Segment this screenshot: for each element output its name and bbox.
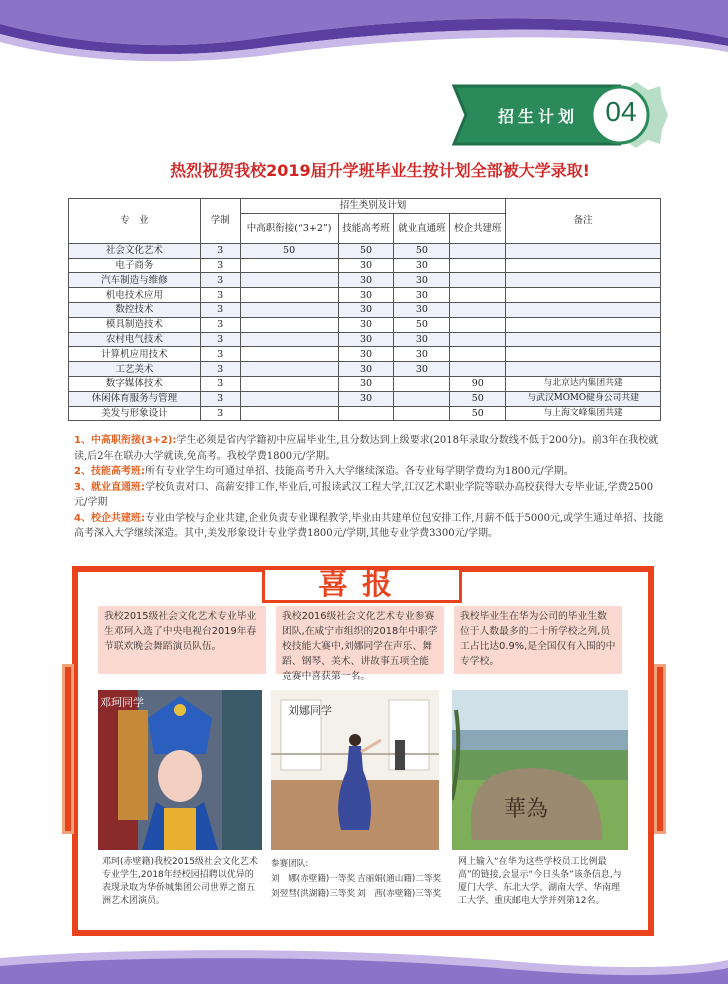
table-cell-c2: 30 <box>338 376 394 391</box>
table-cell-c1 <box>240 347 338 362</box>
table-cell-years: 3 <box>200 347 240 362</box>
table-cell-years: 3 <box>200 391 240 406</box>
table-cell-c4 <box>450 362 506 377</box>
table-cell-remark <box>506 288 661 303</box>
table-cell-c4: 50 <box>450 391 506 406</box>
table-cell-c3: 50 <box>394 317 450 332</box>
table-cell-c1 <box>240 302 338 317</box>
table-cell-c4 <box>450 273 506 288</box>
table-cell-c4 <box>450 243 506 258</box>
table-row <box>69 332 661 347</box>
frame-tab-right <box>654 664 666 834</box>
frame-tab-left <box>62 664 74 834</box>
award-item: 刘 茜(赤壁籍)三等奖 <box>357 889 442 899</box>
table-cell-major: 机电技术应用 <box>69 288 201 303</box>
award-item: 吉丽娟(通山籍)二等奖 <box>357 874 442 884</box>
table-cell-c3 <box>394 406 450 421</box>
table-cell-major: 休闲体育服务与管理 <box>69 391 201 406</box>
table-row <box>69 362 661 377</box>
note-item: 4、校企共建班:专业由学校与企业共建,企业负责专业课程教学,毕业由共建单位包安排工作,月薪不低于5000元,或学生通过单招、技能高考深入大学继续深造。其中,美发形象设计专业学费1800元/学期,其他专业学费3300元/学期。 <box>74 512 664 539</box>
notes <box>74 433 664 542</box>
note-item: 2、技能高考班:所有专业学生均可通过单招、技能高考升入大学继续深造。各专业每学期学费均为1800元/学期。 <box>74 466 574 477</box>
table-cell-major: 社会文化艺术 <box>69 243 201 258</box>
table-cell-c3 <box>394 391 450 406</box>
table-row <box>69 391 661 406</box>
table-cell-c4 <box>450 258 506 273</box>
col-c2: 技能高考班 <box>338 213 394 243</box>
table-row <box>69 243 661 258</box>
table-cell-c4 <box>450 332 506 347</box>
table-row <box>69 406 661 421</box>
table-cell-years: 3 <box>200 406 240 421</box>
table-cell-c3: 30 <box>394 273 450 288</box>
headline: 热烈祝贺我校2019届升学班毕业生按计划全部被大学录取! <box>170 161 590 180</box>
table-cell-remark <box>506 332 661 347</box>
table-cell-c4: 90 <box>450 376 506 391</box>
table-cell-major: 数控技术 <box>69 302 201 317</box>
awards-row <box>271 872 443 887</box>
table-cell-major: 美发与形象设计 <box>69 406 201 421</box>
photo-huawei-rock <box>452 690 628 850</box>
col-c1: 中高职衔接(“3+2”) <box>240 213 338 243</box>
awards-list <box>271 857 443 902</box>
table-cell-c1 <box>240 362 338 377</box>
table-cell-c4 <box>450 317 506 332</box>
table-row <box>69 302 661 317</box>
col-major: 专 业 <box>69 199 201 244</box>
awards-title: 参赛团队: <box>271 859 309 869</box>
photo-label-dengke: 邓珂同学 <box>100 696 144 709</box>
photo-performer <box>98 690 262 850</box>
table-cell-c2: 30 <box>338 258 394 273</box>
table-cell-remark <box>506 302 661 317</box>
table-cell-c3: 30 <box>394 332 450 347</box>
news-card: 我校2015级社会文化艺术专业毕业生邓珂入选了中央电视台2019年春节联欢晚会舞蹈演员队伍。 <box>98 606 266 674</box>
table-cell-c2: 30 <box>338 317 394 332</box>
table-cell-c2: 30 <box>338 347 394 362</box>
note-item: 1、中高职衔接(3+2):学生必须是省内学籍初中应届毕业生,且分数达到上级要求(2018年录取分数线不低于200分)。前3年在我校就读,后2年在联办大学就读,免高考。我校学费1800元/学期。 <box>74 435 659 462</box>
table-cell-c2 <box>338 406 394 421</box>
table-cell-remark <box>506 347 661 362</box>
table-row <box>69 273 661 288</box>
table-row <box>69 317 661 332</box>
col-schooling: 学制 <box>200 199 240 244</box>
table-cell-years: 3 <box>200 317 240 332</box>
table-cell-major: 计算机应用技术 <box>69 347 201 362</box>
table-cell-c1 <box>240 332 338 347</box>
table-cell-major: 农村电气技术 <box>69 332 201 347</box>
table-row <box>69 376 661 391</box>
table-cell-c2: 30 <box>338 288 394 303</box>
table-cell-years: 3 <box>200 376 240 391</box>
table-cell-c2: 30 <box>338 302 394 317</box>
top-wave-decoration <box>0 0 728 70</box>
table-cell-c1 <box>240 376 338 391</box>
table-cell-remark: 与武汉MOMO健身公司共建 <box>506 391 661 406</box>
table-cell-c3: 30 <box>394 302 450 317</box>
caption-performer: 邓珂(赤壁籍)我校2015级社会文化艺术专业学生,2018年经校园招聘以优异的表现录取为华侨城集团公司世界之窗五洲艺术团演员。 <box>102 857 258 906</box>
table-cell-c2: 30 <box>338 273 394 288</box>
table-cell-major: 数字媒体技术 <box>69 376 201 391</box>
news-card: 我校2016级社会文化艺术专业参赛团队,在咸宁市组织的2018年中职学校技能大赛中,刘娜同学在声乐、舞蹈、钢琴、美术、讲故事五项全能竞赛中喜获第一名。 <box>276 606 444 674</box>
table-cell-c4: 50 <box>450 406 506 421</box>
table-cell-major: 电子商务 <box>69 258 201 273</box>
table-cell-years: 3 <box>200 258 240 273</box>
table-cell-years: 3 <box>200 362 240 377</box>
news-title-box <box>262 567 462 603</box>
table-cell-c2: 30 <box>338 391 394 406</box>
table-cell-c1 <box>240 273 338 288</box>
col-remark: 备注 <box>506 199 661 244</box>
table-cell-c1 <box>240 406 338 421</box>
table-cell-major: 汽车制造与维修 <box>69 273 201 288</box>
table-cell-remark <box>506 273 661 288</box>
note-item: 3、就业直通班:学校负责对口、高薪安排工作,毕业后,可报读武汉工程大学,江汉艺术职业学院等联办高校获得大专毕业证,学费2500元/学期 <box>74 481 654 508</box>
table-cell-years: 3 <box>200 302 240 317</box>
table-cell-c4 <box>450 347 506 362</box>
rock-engraving: 華為 <box>504 797 549 822</box>
table-cell-years: 3 <box>200 288 240 303</box>
table-cell-c4 <box>450 302 506 317</box>
table-cell-c4 <box>450 288 506 303</box>
table-cell-c3 <box>394 376 450 391</box>
col-c4: 校企共建班 <box>450 213 506 243</box>
table-cell-remark <box>506 362 661 377</box>
award-item: 刘翌彗(洪湖籍)三等奖 <box>271 889 356 899</box>
caption-huawei: 网上输入“在华为这些学校员工比例最高”的链接,会显示“今日头条”该条信息,与厦门大学、东北大学、湖南大学、华南理工大学、重庆邮电大学并列第12名。 <box>458 857 622 906</box>
news-title: 喜报 <box>318 567 406 602</box>
table-cell-major: 模具制造技术 <box>69 317 201 332</box>
table-cell-c3: 30 <box>394 362 450 377</box>
table-cell-c1: 50 <box>240 243 338 258</box>
table-cell-c3: 50 <box>394 243 450 258</box>
table-row <box>69 347 661 362</box>
table-cell-c3: 30 <box>394 347 450 362</box>
news-card: 我校毕业生在华为公司的毕业生数位于人数最多的二十所学校之列,员工占比达0.9%,是全国仅有入围的中专学校。 <box>454 606 622 674</box>
badge-label: 招生计划 <box>497 107 578 126</box>
badge-number: 04 <box>605 96 637 127</box>
table-cell-c1 <box>240 391 338 406</box>
table-cell-c3: 30 <box>394 258 450 273</box>
table-cell-c3: 30 <box>394 288 450 303</box>
col-c3: 就业直通班 <box>394 213 450 243</box>
table-cell-c2: 30 <box>338 332 394 347</box>
table-cell-c2: 30 <box>338 362 394 377</box>
table-cell-major: 工艺美术 <box>69 362 201 377</box>
table-cell-years: 3 <box>200 332 240 347</box>
table-cell-years: 3 <box>200 243 240 258</box>
table-cell-remark <box>506 317 661 332</box>
table-cell-remark: 与北京达内集团共建 <box>506 376 661 391</box>
photo-label-liuna: 刘娜同学 <box>288 704 332 717</box>
table-cell-c1 <box>240 258 338 273</box>
table-cell-c2: 50 <box>338 243 394 258</box>
table-cell-remark <box>506 258 661 273</box>
table-row <box>69 288 661 303</box>
bottom-wave-decoration <box>0 944 728 984</box>
table-cell-c1 <box>240 317 338 332</box>
table-cell-c1 <box>240 288 338 303</box>
enrollment-plan-table <box>68 198 661 421</box>
award-item: 刘 娜(赤壁籍)一等奖 <box>271 874 356 884</box>
table-row <box>69 258 661 273</box>
table-cell-years: 3 <box>200 273 240 288</box>
col-group: 招生类别及计划 <box>240 199 506 214</box>
table-cell-remark: 与上海文峰集团共建 <box>506 406 661 421</box>
table-cell-remark <box>506 243 661 258</box>
awards-row <box>271 887 443 902</box>
